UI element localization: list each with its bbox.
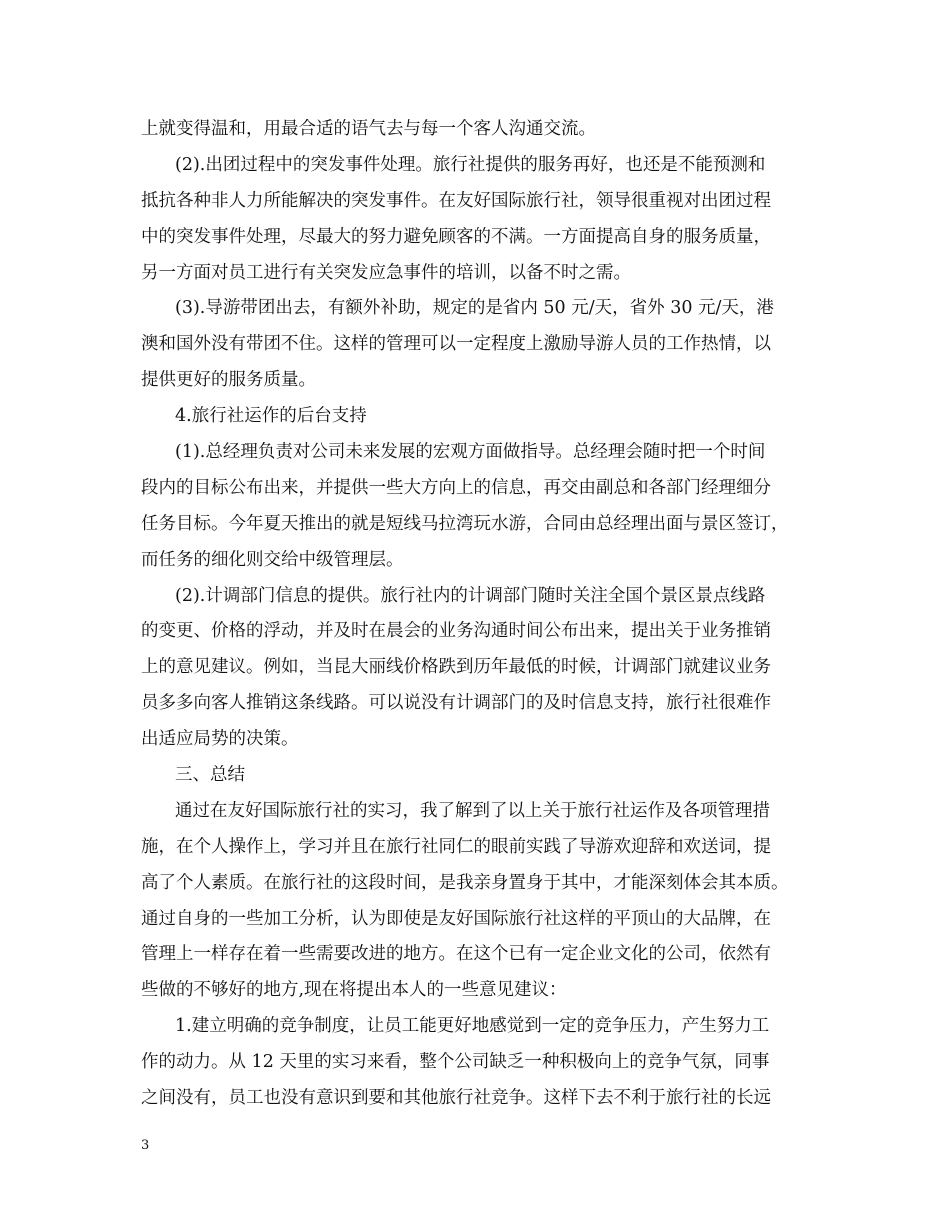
text-line: 员多多向客人推销这条线路。可以说没有计调部门的及时信息支持，旅行社很难作 — [141, 693, 771, 714]
text-line: 之间没有，员工也没有意识到要和其他旅行社竞争。这样下去不利于旅行社的长远 — [141, 1088, 771, 1109]
text-line: 管理上一样存在着一些需要改进的地方。在这个已有一定企业文化的公司，依然有 — [141, 944, 771, 965]
text-line: 上就变得温和，用最合适的语气去与每一个客人沟通交流。 — [141, 119, 596, 139]
page-number: 3 — [141, 1138, 150, 1153]
text-line: 1.建立明确的竞争制度，让员工能更好地感觉到一定的竞争压力，产生努力工 — [175, 1016, 770, 1037]
text-line: 澳和国外没有带团不住。这样的管理可以一定程度上激励导游人员的工作热情，以 — [141, 334, 771, 355]
text-line: 作的动力。从 12 天里的实习来看，整个公司缺乏一种积极向上的竞争气氛，同事 — [141, 1052, 770, 1073]
text-line: 的变更、价格的浮动，并及时在晨会的业务沟通时间公布出来，提出关于业务推销 — [141, 621, 771, 642]
text-line: 中的突发事件处理，尽最大的努力避免顾客的不满。一方面提高自身的服务质量， — [141, 226, 771, 247]
text-line: 另一方面对员工进行有关突发应急事件的培训，以备不时之需。 — [141, 262, 631, 283]
text-line: 任务目标。今年夏天推出的就是短线马拉湾玩水游，合同由总经理出面与景区签订， — [141, 513, 789, 534]
body-text — [141, 112, 831, 1117]
text-line: 通过自身的一些加工分析，认为即使是友好国际旅行社这样的平顶山的大品牌，在 — [141, 908, 771, 929]
text-line: (2).出团过程中的突发事件处理。旅行社提供的服务再好，也还是不能预测和 — [175, 154, 766, 175]
text-line: 抵抗各种非人力所能解决的突发事件。在友好国际旅行社，领导很重视对出团过程 — [141, 190, 771, 211]
text-line: 三、总结 — [175, 765, 245, 786]
text-line: 提供更好的服务质量。 — [141, 370, 316, 391]
text-line: (2).计调部门信息的提供。旅行社内的计调部门随时关注全国个景区景点线路 — [175, 585, 766, 606]
text-line: (3).导游带团出去，有额外补助，规定的是省内 50 元/天，省外 30 元/天，港 — [175, 298, 774, 319]
text-line: 上的意见建议。例如，当昆大丽线价格跌到历年最低的时候，计调部门就建议业务 — [141, 657, 771, 678]
text-line: 施，在个人操作上，学习并且在旅行社同仁的眼前实践了导游欢迎辞和欢送词，提 — [141, 836, 771, 857]
text-line: 出适应局势的决策。 — [141, 729, 299, 750]
text-line: 而任务的细化则交给中级管理层。 — [141, 549, 404, 570]
text-line: 些做的不够好的地方,现在将提出本人的一些意见建议： — [141, 980, 567, 1001]
text-line: 段内的目标公布出来，并提供一些大方向上的信息，再交由副总和各部门经理细分 — [141, 477, 771, 498]
text-line: 高了个人素质。在旅行社的这段时间，是我亲身置身于其中，才能深刻体会其本质。 — [141, 872, 789, 893]
text-line: (1).总经理负责对公司未来发展的宏观方面做指导。总经理会随时把一个时间 — [175, 442, 766, 463]
text-line: 通过在友好国际旅行社的实习，我了解到了以上关于旅行社运作及各项管理措 — [175, 800, 770, 821]
text-line: 4.旅行社运作的后台支持 — [175, 406, 367, 427]
